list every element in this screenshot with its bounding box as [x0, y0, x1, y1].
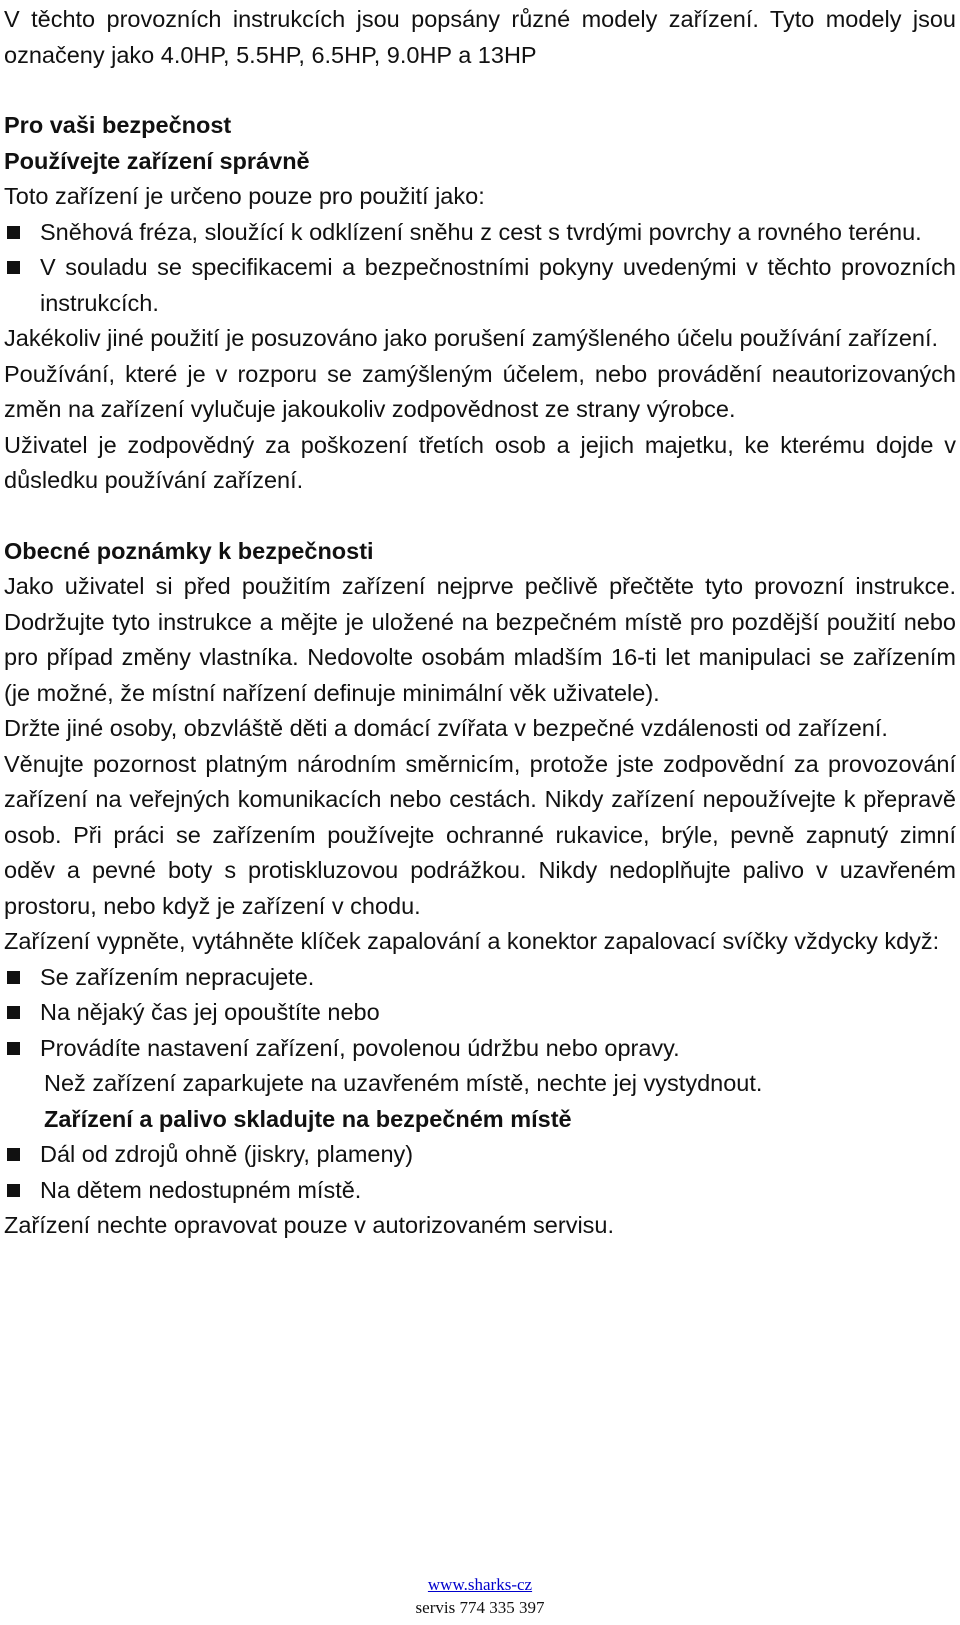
paragraph: Věnujte pozornost platným národním směrnicím, protože jste zodpovědní za provozování zařízení na veřejných komunikacích nebo cestách. Nikdy zařízení nepoužívejte k přepravě osob. Při práci se zařízením používejte ochranné rukavice, brýle, pevně zapnutý zimní oděv a pevné boty s protiskluzovou podrážkou. Nikdy nedoplňujte palivo v uzavřeném prostoru, nebo když je zařízení v chodu.: [4, 750, 956, 919]
list-item: [4, 1031, 956, 1067]
spacer: [4, 499, 956, 534]
spacer: [4, 73, 956, 108]
square-bullet-icon: [7, 261, 20, 274]
document-page: [4, 0, 956, 1244]
list-item-text: Na nějaký čas jej opouštíte nebo: [40, 999, 380, 1025]
paragraph: Než zařízení zaparkujete na uzavřeném místě, nechte jej vystydnout.: [44, 1070, 763, 1096]
list-item-text: Dál od zdrojů ohně (jiskry, plameny): [40, 1141, 414, 1167]
list-item: [4, 995, 956, 1031]
square-bullet-icon: [7, 971, 20, 984]
page-footer: [0, 1573, 960, 1619]
storage-heading: Zařízení a palivo skladujte na bezpečném místě: [44, 1105, 572, 1132]
list-item: [4, 1137, 956, 1173]
square-bullet-icon: [7, 1006, 20, 1019]
list-item-text: Provádíte nastavení zařízení, povolenou údržbu nebo opravy.: [40, 1034, 680, 1061]
service-phone: servis 774 335 397: [415, 1598, 545, 1617]
paragraph: Jakékoliv jiné použití je posuzováno jako porušení zamýšleného účelu používání zařízení.: [4, 325, 939, 351]
list-item-text: Na dětem nedostupném místě.: [40, 1176, 362, 1203]
list-item-text: Se zařízením nepracujete.: [40, 963, 315, 990]
list-item: [4, 960, 956, 996]
paragraph: Uživatel je zodpovědný za poškození třetích osob a jejich majetku, ke kterému dojde v důsledku používání zařízení.: [4, 431, 956, 493]
paragraph: Zařízení nechte opravovat pouze v autorizovaném servisu.: [4, 1212, 615, 1238]
safety-heading: Pro vaši bezpečnost: [4, 112, 232, 138]
list-item: [4, 215, 956, 251]
square-bullet-icon: [7, 1148, 20, 1161]
paragraph: Držte jiné osoby, obzvláště děti a domácí zvířata v bezpečné vzdálenosti od zařízení.: [4, 715, 888, 741]
safety-lead: Toto zařízení je určeno pouze pro použití jako:: [4, 183, 485, 209]
square-bullet-icon: [7, 1184, 20, 1197]
square-bullet-icon: [7, 226, 20, 239]
website-link[interactable]: www.sharks-cz: [427, 1575, 533, 1594]
square-bullet-icon: [7, 1042, 20, 1055]
safety-subheading: Používejte zařízení správně: [4, 147, 310, 174]
general-heading: Obecné poznámky k bezpečnosti: [4, 537, 374, 564]
list-item-text: V souladu se specifikacemi a bezpečnostními pokyny uvedenými v těchto provozních instrukcích.: [40, 254, 956, 316]
paragraph: Jako uživatel si před použitím zařízení nejprve pečlivě přečtěte tyto provozní instrukce. Dodržujte tyto instrukce a mějte je uložené na bezpečném místě pro pozdější použití nebo pro případ změny vlastníka. Nedovolte osobám mladším 16-ti let manipulaci se zařízením (je možné, že místní nařízení definuje minimální věk uživatele).: [4, 573, 956, 706]
intro-paragraph: V těchto provozních instrukcích jsou popsány různé modely zařízení. Tyto modely jsou označeny jako 4.0HP, 5.5HP, 6.5HP, 9.0HP a 13HP: [4, 6, 956, 68]
list-item: [4, 1173, 956, 1209]
paragraph: Používání, které je v rozporu se zamýšleným účelem, nebo provádění neautorizovaných změn na zařízení vylučuje jakoukoliv zodpovědnost ze strany výrobce.: [4, 360, 956, 422]
list-item: [4, 250, 956, 321]
list-item-text: Sněhová fréza, sloužící k odklízení sněhu z cest s tvrdými povrchy a rovného terénu.: [40, 218, 922, 245]
paragraph: Zařízení vypněte, vytáhněte klíček zapalování a konektor zapalovací svíčky vždycky když:: [4, 928, 940, 954]
